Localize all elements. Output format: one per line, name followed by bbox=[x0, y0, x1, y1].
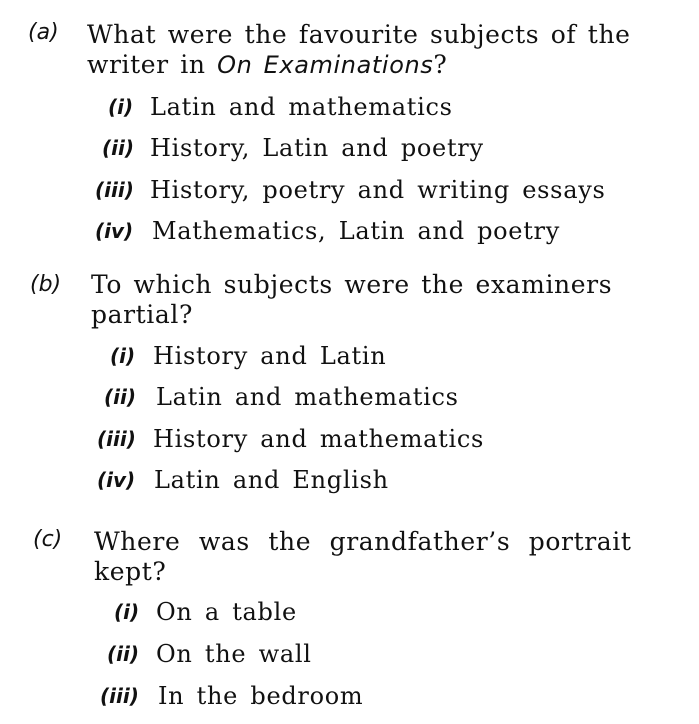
option-text: History, Latin and poetry bbox=[150, 134, 484, 162]
question-text: To which subjects were the examiners partial? bbox=[91, 270, 613, 329]
option-text: Latin and mathematics bbox=[150, 93, 453, 121]
option-label: (iii) bbox=[100, 684, 139, 708]
option-text: History and mathematics bbox=[153, 425, 485, 453]
option-label: (ii) bbox=[104, 385, 136, 409]
option-label: (ii) bbox=[107, 642, 139, 666]
option-text: Latin and English bbox=[154, 466, 389, 494]
option-text: Latin and mathematics bbox=[156, 383, 459, 411]
option-text: Mathematics, Latin and poetry bbox=[152, 217, 560, 245]
question-text bbox=[87, 20, 647, 80]
question-label: (c) bbox=[33, 527, 63, 552]
option-text: On a table bbox=[156, 598, 297, 626]
option-label: (iii) bbox=[97, 427, 136, 451]
option-text: History, poetry and writing essays bbox=[150, 176, 606, 204]
option-label: (iv) bbox=[97, 468, 136, 492]
question-text-start: What were the favourite subjects of the writer in bbox=[87, 20, 631, 79]
question-text-title: On Examinations bbox=[217, 51, 434, 79]
question-label: (b) bbox=[30, 272, 62, 297]
option-label: (i) bbox=[110, 344, 136, 368]
option-text: On the wall bbox=[156, 640, 312, 668]
option-text: In the bedroom bbox=[158, 682, 364, 710]
option-label: (i) bbox=[114, 600, 140, 624]
question-label: (a) bbox=[28, 20, 59, 45]
question-text: Where was the grandfather’s portrait kept? bbox=[94, 527, 632, 586]
option-label: (iii) bbox=[95, 178, 134, 202]
option-label: (iv) bbox=[95, 219, 134, 243]
option-text: History and Latin bbox=[153, 342, 387, 370]
option-label: (ii) bbox=[102, 136, 134, 160]
option-label: (i) bbox=[108, 95, 134, 119]
question-text-end: ? bbox=[433, 50, 448, 79]
